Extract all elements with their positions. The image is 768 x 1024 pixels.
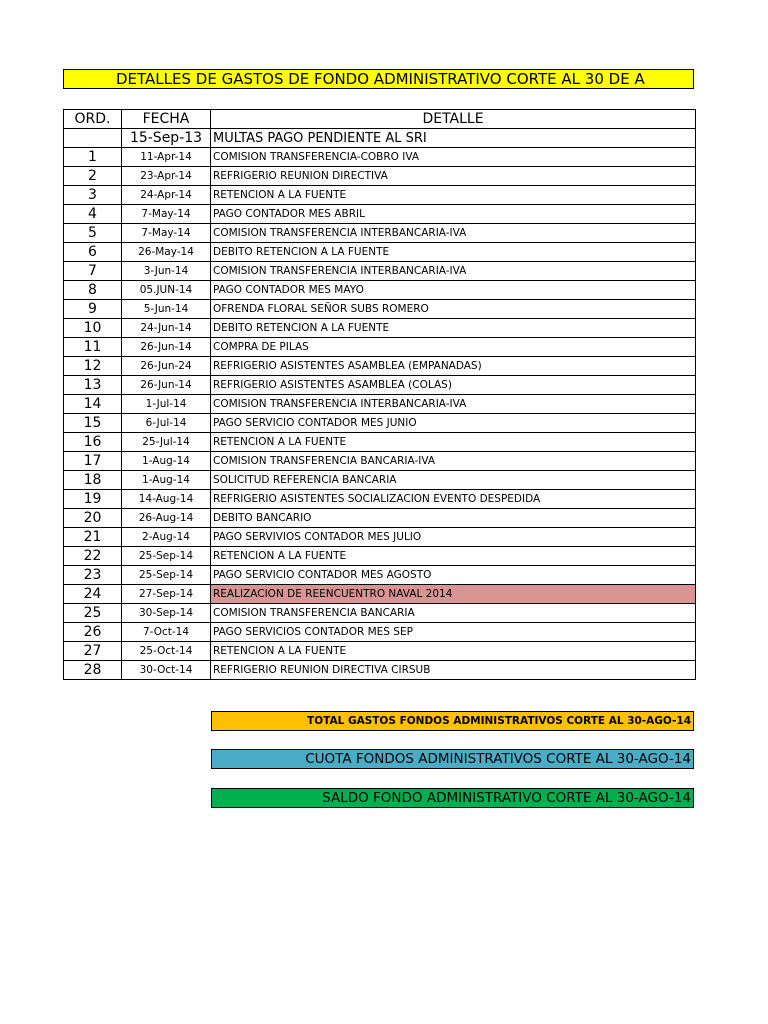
table-row <box>64 623 696 642</box>
table-row <box>64 642 696 661</box>
detalle-cell[interactable]: PAGO SERVICIOS CONTADOR MES SEP <box>211 623 696 642</box>
ord-cell[interactable]: 19 <box>64 490 122 509</box>
fecha-cell[interactable]: 24-Jun-14 <box>122 319 211 338</box>
table-row <box>64 661 696 680</box>
fecha-cell[interactable]: 24-Apr-14 <box>122 186 211 205</box>
ord-cell[interactable]: 3 <box>64 186 122 205</box>
ord-cell[interactable]: 12 <box>64 357 122 376</box>
detalle-cell[interactable]: PAGO SERVICIO CONTADOR MES JUNIO <box>211 414 696 433</box>
table-row <box>64 414 696 433</box>
fecha-cell[interactable]: 1-Aug-14 <box>122 471 211 490</box>
detalle-cell[interactable]: RETENCION A LA FUENTE <box>211 433 696 452</box>
detalle-cell[interactable]: COMISION TRANSFERENCIA INTERBANCARIA-IVA <box>211 224 696 243</box>
column-header-detalle[interactable]: DETALLE <box>211 110 696 129</box>
table-row <box>64 148 696 167</box>
detalle-cell[interactable]: REALIZACION DE REENCUENTRO NAVAL 2014 <box>211 585 696 604</box>
ord-cell[interactable]: 6 <box>64 243 122 262</box>
ord-cell[interactable]: 28 <box>64 661 122 680</box>
ord-cell[interactable]: 13 <box>64 376 122 395</box>
detalle-cell[interactable]: COMISION TRANSFERENCIA INTERBANCARIA-IVA <box>211 262 696 281</box>
ord-cell[interactable]: 22 <box>64 547 122 566</box>
fecha-cell[interactable]: 11-Apr-14 <box>122 148 211 167</box>
table-row <box>64 376 696 395</box>
table-row <box>64 357 696 376</box>
table-row <box>64 604 696 623</box>
table-row <box>64 262 696 281</box>
table-row <box>64 205 696 224</box>
detalle-cell[interactable]: SOLICITUD REFERENCIA BANCARIA <box>211 471 696 490</box>
detalle-cell[interactable]: REFRIGERIO REUNION DIRECTIVA <box>211 167 696 186</box>
fecha-cell[interactable]: 2-Aug-14 <box>122 528 211 547</box>
table-row <box>64 547 696 566</box>
ord-cell[interactable]: 23 <box>64 566 122 585</box>
ord-cell[interactable]: 2 <box>64 167 122 186</box>
table-row <box>64 129 696 148</box>
table-row <box>64 243 696 262</box>
table-row <box>64 395 696 414</box>
detalle-cell[interactable]: OFRENDA FLORAL SEÑOR SUBS ROMERO <box>211 300 696 319</box>
ord-cell[interactable]: 17 <box>64 452 122 471</box>
ord-cell[interactable]: 11 <box>64 338 122 357</box>
table-row <box>64 566 696 585</box>
table-row <box>64 319 696 338</box>
fecha-cell[interactable]: 3-Jun-14 <box>122 262 211 281</box>
fecha-cell[interactable]: 25-Sep-14 <box>122 566 211 585</box>
table-row <box>64 471 696 490</box>
fund-quota-label: CUOTA FONDOS ADMINISTRATIVOS CORTE AL 30-AGO-14 <box>211 749 694 769</box>
detalle-cell[interactable]: RETENCION A LA FUENTE <box>211 186 696 205</box>
detalle-cell[interactable]: RETENCION A LA FUENTE <box>211 547 696 566</box>
fecha-cell[interactable]: 26-Jun-24 <box>122 357 211 376</box>
ord-cell[interactable]: 24 <box>64 585 122 604</box>
ord-cell[interactable]: 8 <box>64 281 122 300</box>
fecha-cell[interactable]: 1-Aug-14 <box>122 452 211 471</box>
fecha-cell[interactable]: 26-Aug-14 <box>122 509 211 528</box>
fecha-cell[interactable]: 15-Sep-13 <box>122 129 211 148</box>
ord-cell[interactable]: 5 <box>64 224 122 243</box>
fecha-cell[interactable]: 27-Sep-14 <box>122 585 211 604</box>
table-row <box>64 186 696 205</box>
table-row <box>64 224 696 243</box>
column-header-ord[interactable]: ORD. <box>64 110 122 129</box>
table-body <box>64 129 696 680</box>
total-expenses-label: TOTAL GASTOS FONDOS ADMINISTRATIVOS CORTE AL 30-AGO-14 <box>211 711 694 731</box>
detalle-cell[interactable]: COMPRA DE PILAS <box>211 338 696 357</box>
detalle-cell[interactable]: REFRIGERIO ASISTENTES SOCIALIZACION EVENTO DESPEDIDA <box>211 490 696 509</box>
ord-cell[interactable]: 26 <box>64 623 122 642</box>
fecha-cell[interactable]: 25-Jul-14 <box>122 433 211 452</box>
table-row <box>64 585 696 604</box>
ord-cell[interactable]: 20 <box>64 509 122 528</box>
ord-cell[interactable]: 1 <box>64 148 122 167</box>
detalle-cell[interactable]: DEBITO RETENCION A LA FUENTE <box>211 319 696 338</box>
ord-cell[interactable]: 7 <box>64 262 122 281</box>
fecha-cell[interactable]: 26-May-14 <box>122 243 211 262</box>
detalle-cell[interactable]: COMISION TRANSFERENCIA-COBRO IVA <box>211 148 696 167</box>
table-row <box>64 300 696 319</box>
detalle-cell[interactable]: PAGO SERVICIO CONTADOR MES AGOSTO <box>211 566 696 585</box>
detalle-cell[interactable]: COMISION TRANSFERENCIA BANCARIA-IVA <box>211 452 696 471</box>
ord-cell[interactable]: 14 <box>64 395 122 414</box>
detalle-cell[interactable]: PAGO CONTADOR MES ABRIL <box>211 205 696 224</box>
ord-cell[interactable]: 10 <box>64 319 122 338</box>
fecha-cell[interactable]: 7-May-14 <box>122 224 211 243</box>
detalle-cell[interactable]: REFRIGERIO ASISTENTES ASAMBLEA (EMPANADAS) <box>211 357 696 376</box>
ord-cell[interactable]: 4 <box>64 205 122 224</box>
fecha-cell[interactable]: 25-Oct-14 <box>122 642 211 661</box>
detalle-cell[interactable]: COMISION TRANSFERENCIA BANCARIA <box>211 604 696 623</box>
fecha-cell[interactable]: 30-Oct-14 <box>122 661 211 680</box>
table-row <box>64 281 696 300</box>
fecha-cell[interactable]: 14-Aug-14 <box>122 490 211 509</box>
detalle-cell[interactable]: DEBITO RETENCION A LA FUENTE <box>211 243 696 262</box>
table-row <box>64 490 696 509</box>
fecha-cell[interactable]: 7-May-14 <box>122 205 211 224</box>
fecha-cell[interactable]: 30-Sep-14 <box>122 604 211 623</box>
ord-cell[interactable]: 16 <box>64 433 122 452</box>
ord-cell[interactable] <box>64 129 122 148</box>
fecha-cell[interactable]: 25-Sep-14 <box>122 547 211 566</box>
header-row <box>64 110 696 129</box>
ord-cell[interactable]: 27 <box>64 642 122 661</box>
table-row <box>64 433 696 452</box>
column-header-fecha[interactable]: FECHA <box>122 110 211 129</box>
fecha-cell[interactable]: 5-Jun-14 <box>122 300 211 319</box>
table-row <box>64 452 696 471</box>
detalle-cell[interactable]: DEBITO BANCARIO <box>211 509 696 528</box>
table-row <box>64 509 696 528</box>
table-row <box>64 167 696 186</box>
fecha-cell[interactable]: 23-Apr-14 <box>122 167 211 186</box>
detalle-cell[interactable]: MULTAS PAGO PENDIENTE AL SRI <box>211 129 696 148</box>
ord-cell[interactable]: 9 <box>64 300 122 319</box>
detalle-cell[interactable]: PAGO SERVIVIOS CONTADOR MES JULIO <box>211 528 696 547</box>
detalle-cell[interactable]: REFRIGERIO REUNION DIRECTIVA CIRSUB <box>211 661 696 680</box>
fecha-cell[interactable]: 1-Jul-14 <box>122 395 211 414</box>
ord-cell[interactable]: 15 <box>64 414 122 433</box>
ord-cell[interactable]: 25 <box>64 604 122 623</box>
fecha-cell[interactable]: 26-Jun-14 <box>122 338 211 357</box>
ord-cell[interactable]: 21 <box>64 528 122 547</box>
table-row <box>64 528 696 547</box>
detalle-cell[interactable]: PAGO CONTADOR MES MAYO <box>211 281 696 300</box>
detalle-cell[interactable]: RETENCION A LA FUENTE <box>211 642 696 661</box>
fecha-cell[interactable]: 05.JUN-14 <box>122 281 211 300</box>
detalle-cell[interactable]: COMISION TRANSFERENCIA INTERBANCARIA-IVA <box>211 395 696 414</box>
fecha-cell[interactable]: 6-Jul-14 <box>122 414 211 433</box>
fecha-cell[interactable]: 7-Oct-14 <box>122 623 211 642</box>
fund-balance-label: SALDO FONDO ADMINISTRATIVO CORTE AL 30-AGO-14 <box>211 788 694 808</box>
table-row <box>64 338 696 357</box>
expense-table <box>63 109 696 680</box>
ord-cell[interactable]: 18 <box>64 471 122 490</box>
fecha-cell[interactable]: 26-Jun-14 <box>122 376 211 395</box>
detalle-cell[interactable]: REFRIGERIO ASISTENTES ASAMBLEA (COLAS) <box>211 376 696 395</box>
sheet-title: DETALLES DE GASTOS DE FONDO ADMINISTRATIVO CORTE AL 30 DE A <box>63 69 694 89</box>
